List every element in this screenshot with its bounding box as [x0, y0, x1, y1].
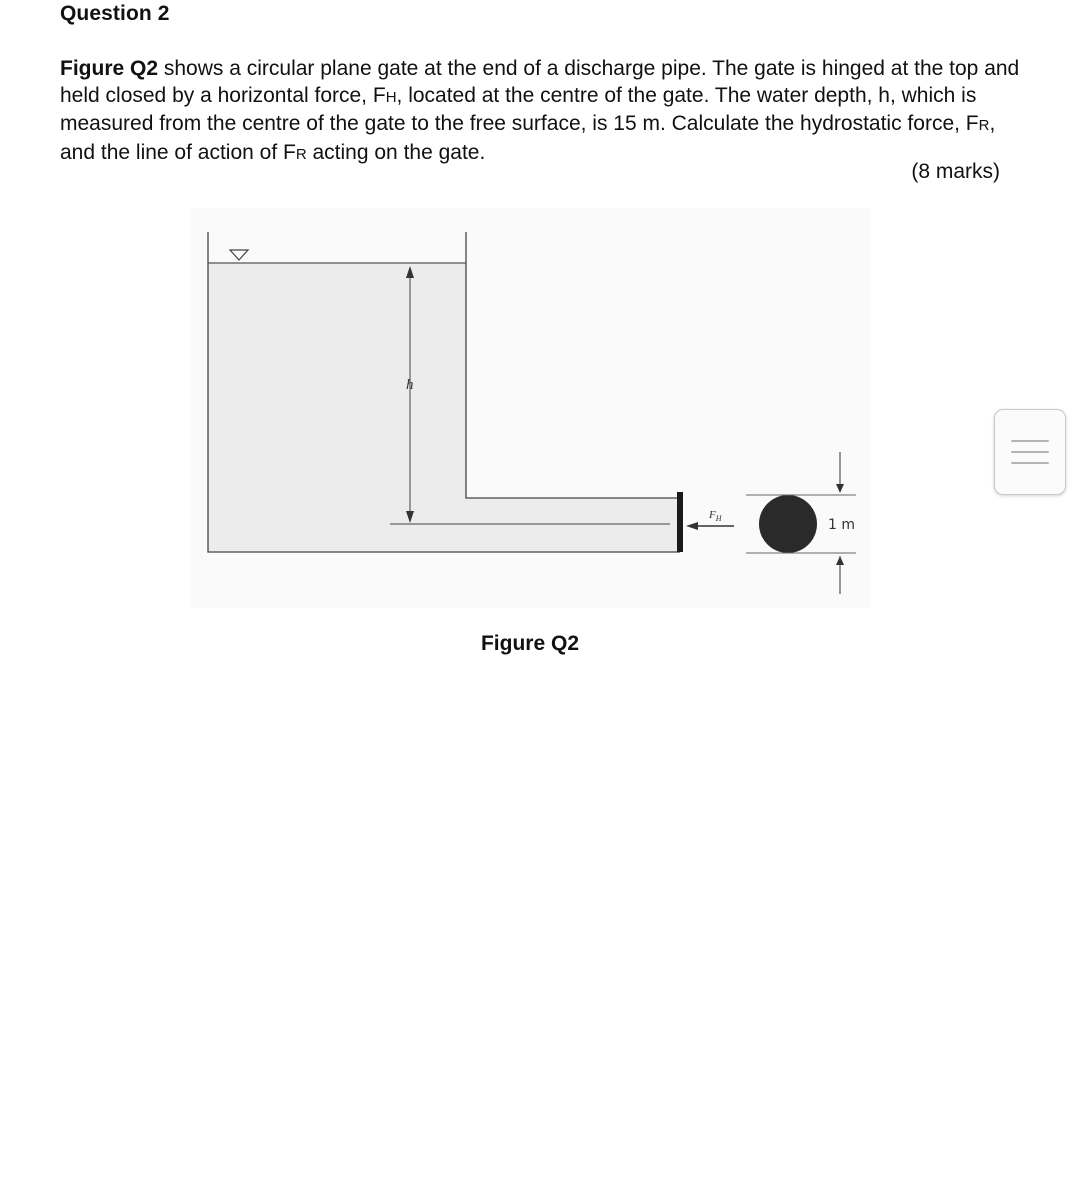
gate-plate — [677, 492, 683, 552]
question-paragraph — [60, 56, 1020, 168]
handle-line-3 — [1011, 462, 1049, 464]
handle-line-1 — [1011, 440, 1049, 442]
figure-diagram — [190, 208, 870, 608]
question-end: acting on the gate. — [306, 140, 486, 164]
subscript-r-2: R — [295, 145, 307, 163]
figure-reference: Figure Q2 — [60, 57, 159, 80]
marks-label: (8 marks) — [911, 160, 1000, 183]
drag-handle-icon[interactable] — [994, 409, 1066, 495]
force-label-main: F — [709, 509, 716, 521]
question-title: Question 2 — [60, 2, 170, 25]
force-label-sub: H — [715, 514, 722, 523]
subscript-h: H — [385, 88, 397, 106]
question-mid: , located at the centre of the gate. The water depth, h, which is measured from the centre of the gate to the free surface, is 15 m. Calculate the hydrostatic force, F — [60, 83, 979, 135]
handle-line-2 — [1011, 451, 1049, 453]
circular-gate — [759, 495, 817, 553]
subscript-r-1: R — [978, 117, 990, 134]
question-body — [60, 56, 1020, 168]
depth-label: h — [406, 377, 414, 393]
figure-caption: Figure Q2 — [480, 632, 580, 655]
figure-q2 — [190, 208, 870, 608]
diameter-label: 1 m — [828, 517, 855, 533]
question-intro: shows a circular plane gate at the end of a discharge pipe. The gate is hinged at the top and held closed by a horizontal force, F — [60, 57, 1020, 107]
question-mid-2: , and the line of action of F — [60, 112, 996, 164]
